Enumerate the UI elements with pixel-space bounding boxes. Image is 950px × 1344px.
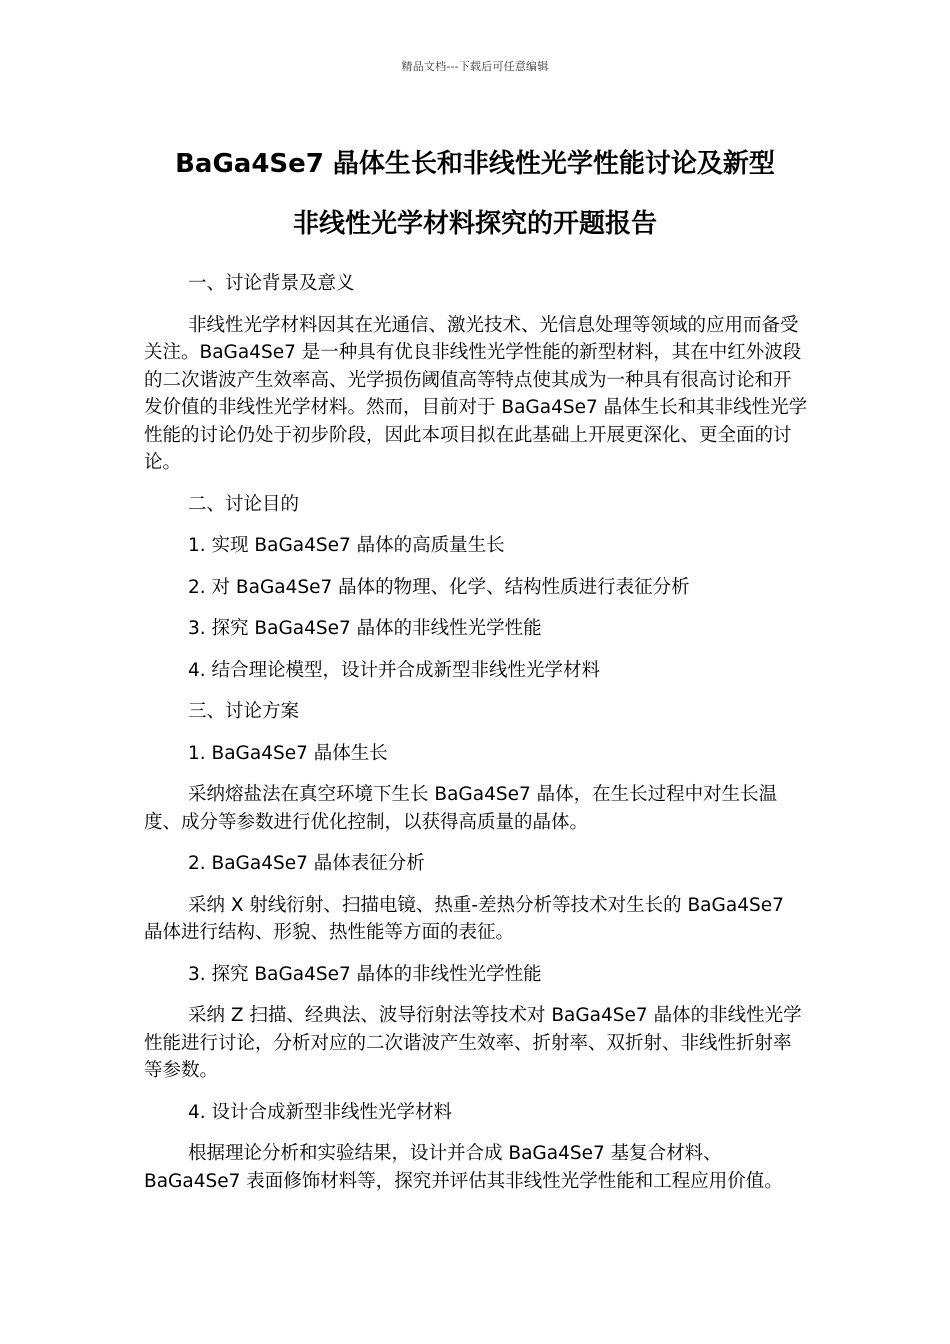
- document-body: [144, 270, 808, 1209]
- section-heading-background: 一、讨论背景及意义: [188, 273, 355, 294]
- plan-paragraph-2: 采纳 X 射线衍射、扫描电镜、热重-差热分析等技术对生长的 BaGa4Se7 晶体进行结构、形貌、热性能等方面的表征。: [144, 894, 784, 943]
- plan-subheading-2: 2. BaGa4Se7 晶体表征分析: [188, 853, 425, 874]
- objective-item-3: 3. 探究 BaGa4Se7 晶体的非线性光学性能: [188, 618, 542, 639]
- objective-item-2: 2. 对 BaGa4Se7 晶体的物理、化学、结构性质进行表征分析: [188, 576, 690, 598]
- plan-paragraph-3: 采纳 Z 扫描、经典法、波导衍射法等技术对 BaGa4Se7 晶体的非线性光学性能进行讨论，分析对应的二次谐波产生效率、折射率、双折射、非线性折射率等参数。: [144, 1005, 802, 1081]
- objective-item-1: 1. 实现 BaGa4Se7 晶体的高质量生长: [188, 535, 505, 556]
- title-line-2: 非线性光学材料探究的开题报告: [292, 209, 657, 239]
- plan-subheading-4: 4. 设计合成新型非线性光学材料: [188, 1101, 453, 1123]
- section-heading-objectives: 二、讨论目的: [188, 493, 300, 515]
- title-line-1: BaGa4Se7 晶体生长和非线性光学性能讨论及新型: [175, 149, 775, 179]
- page-header-watermark: 精品文档---下载后可任意编辑: [401, 60, 549, 73]
- objective-item-4: 4. 结合理论模型，设计并合成新型非线性光学材料: [188, 659, 601, 681]
- plan-subheading-3: 3. 探究 BaGa4Se7 晶体的非线性光学性能: [188, 963, 542, 985]
- plan-paragraph-1: 采纳熔盐法在真空环境下生长 BaGa4Se7 晶体，在生长过程中对生长温度、成分等参数进行优化控制，以获得高质量的晶体。: [144, 784, 778, 833]
- document-title: [80, 134, 870, 254]
- plan-subheading-1: 1. BaGa4Se7 晶体生长: [188, 742, 388, 764]
- section-heading-plan: 三、讨论方案: [188, 701, 300, 722]
- paragraph-background: 非线性光学材料因其在光通信、激光技术、光信息处理等领域的应用而备受关注。BaGa4Se7 是一种具有优良非线性光学性能的新型材料，其在中红外波段的二次谐波产生效率高、光学损伤阈值高等特点使其成为一种具有很高讨论和开发价值的非线性光学材料。然而，目前对于 BaGa4Se7 晶体生长和其非线性光学性能的讨论仍处于初步阶段，因此本项目拟在此基础上开展更深化、更全面的讨论。: [144, 314, 808, 473]
- plan-paragraph-4: 根据理论分析和实验结果，设计并合成 BaGa4Se7 基复合材料、BaGa4Se7 表面修饰材料等，探究并评估其非线性光学性能和工程应用价值。: [144, 1143, 783, 1192]
